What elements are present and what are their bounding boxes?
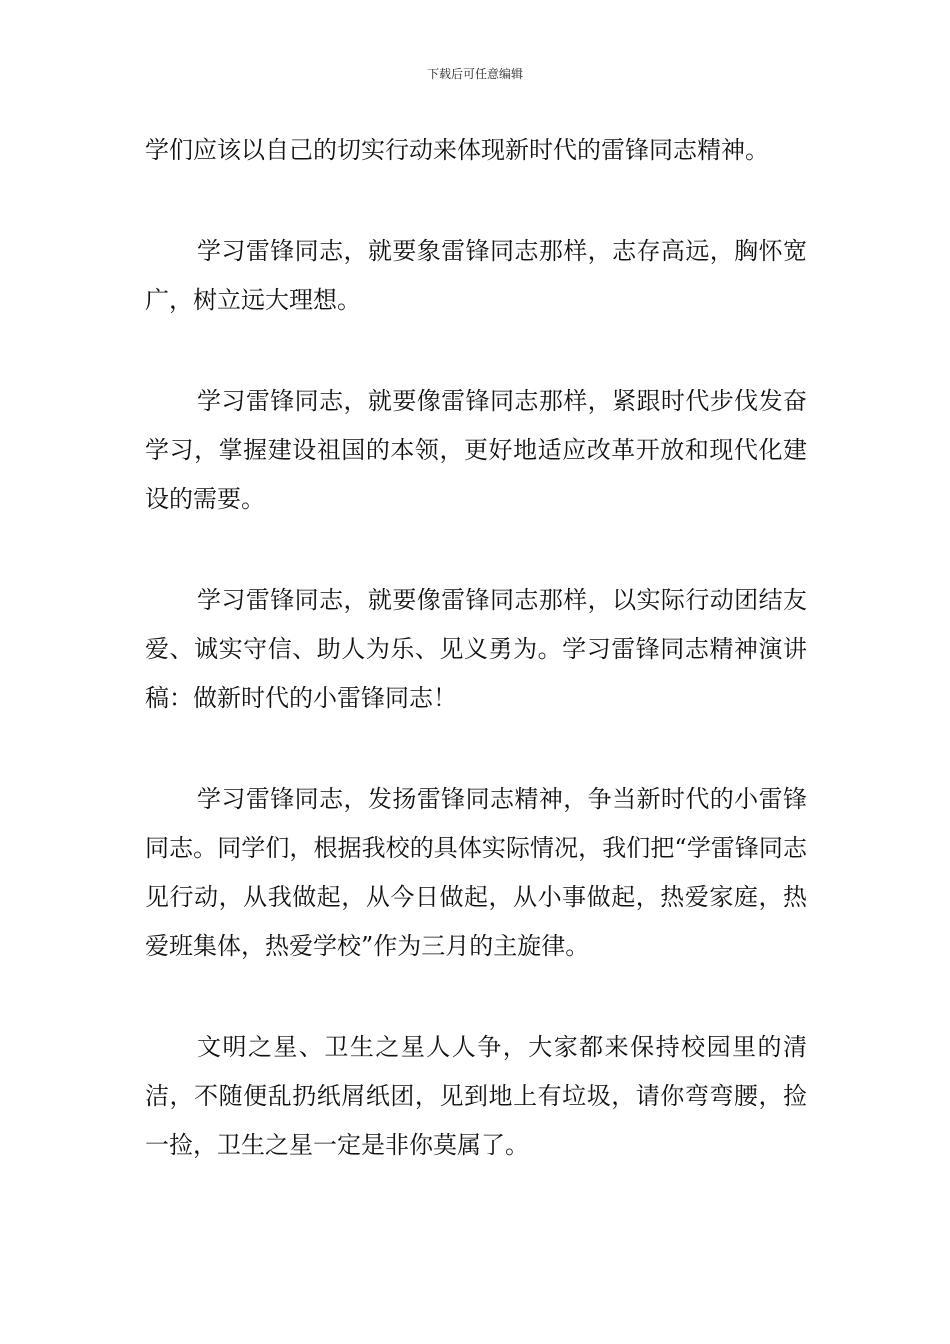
paragraph-6: 文明之星、卫生之星人人争，大家都来保持校园里的清洁，不随便乱扔纸屑纸团，见到地上有垃圾，请你弯弯腰，捡一捡，卫生之星一定是非你莫属了。 bbox=[145, 1033, 807, 1159]
paragraph-5: 学习雷锋同志，发扬雷锋同志精神，争当新时代的小雷锋同志。同学们，根据我校的具体实际情况，我们把“学雷锋同志见行动，从我做起，从今日做起，从小事做起，热爱家庭，热爱班集体，热爱学校”作为三月的主旋律。 bbox=[145, 785, 807, 960]
paragraph-3: 学习雷锋同志，就要像雷锋同志那样，紧跟时代步伐发奋学习，掌握建设祖国的本领，更好地适应改革开放和现代化建设的需要。 bbox=[145, 387, 807, 513]
paragraph-1: 学们应该以自己的切实行动来体现新时代的雷锋同志精神。 bbox=[145, 136, 769, 164]
document-body bbox=[145, 126, 807, 1170]
paragraph-gap bbox=[145, 175, 807, 227]
paragraph-4: 学习雷锋同志，就要像雷锋同志那样，以实际行动团结友爱、诚实守信、助人为乐、见义勇为。学习雷锋同志精神演讲稿：做新时代的小雷锋同志！ bbox=[145, 586, 807, 712]
header-note: 下载后可任意编辑 bbox=[426, 67, 523, 81]
paragraph-gap bbox=[145, 524, 807, 576]
paragraph-2: 学习雷锋同志，就要象雷锋同志那样，志存高远，胸怀宽广，树立远大理想。 bbox=[145, 237, 807, 314]
paragraph-gap bbox=[145, 723, 807, 775]
paragraph-gap bbox=[145, 971, 807, 1023]
paragraph-gap bbox=[145, 325, 807, 377]
